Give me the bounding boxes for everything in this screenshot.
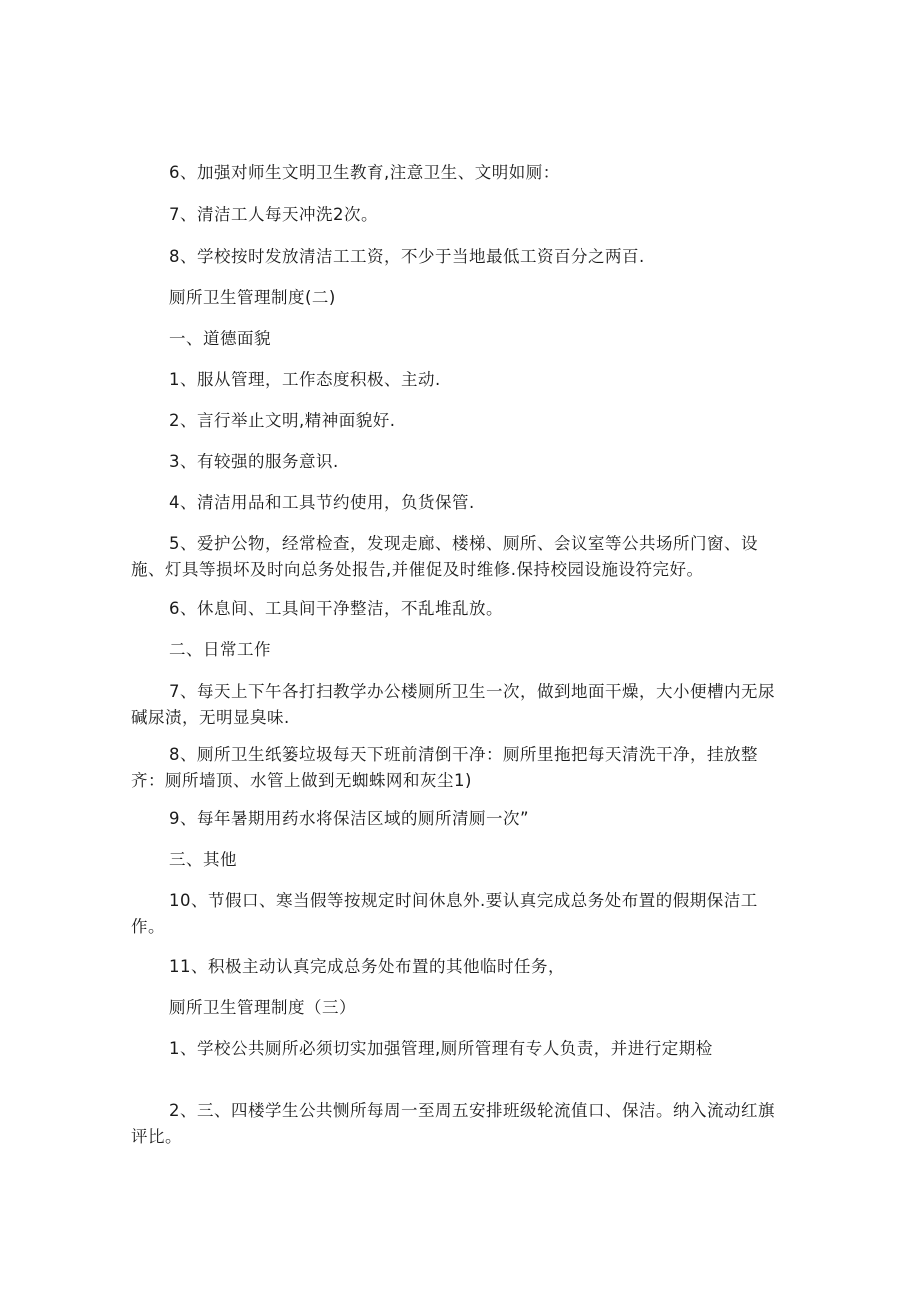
paragraph-item-7-cleaning: 7、清洁工人每天冲洗2次。 [169, 205, 378, 224]
paragraph-item-8-trash: 8、厕所卫生纸篓垃圾每天下班前清倒干净：厕所里拖把每天清洗干净，挂放整齐：厕所墙顶、水管上做到无蜘蛛网和灰尘1) [131, 745, 758, 790]
paragraph-item-5-public-property: 5、爱护公物，经常检查，发现走廊、楼梯、厕所、会议室等公共场所门窗、设施、灯具等损坏及时向总务处报告,并催促及时维修.保持校园设施设符完好。 [131, 534, 758, 579]
subheading-other: 三、其他 [169, 850, 237, 869]
paragraph-item-2-class-duty: 2、三、四楼学生公共恻所每周一至周五安排班级轮流值口、保洁。纳入流动红旗评比。 [131, 1101, 775, 1146]
subheading-daily-work: 二、日常工作 [169, 640, 271, 659]
paragraph-item-10-holidays: 10、节假口、寒当假等按规定时间休息外.要认真完成总务处布置的假期保洁工作。 [131, 891, 758, 936]
paragraph-item-9-summer: 9、每年暑期用药水将保洁区域的厕所清厕一次” [169, 809, 530, 828]
paragraph-item-4-supplies: 4、清洁用品和工具节约使用，负货保管. [169, 493, 475, 512]
paragraph-item-1-public-toilet: 1、学校公共厕所必须切实加强管理,厕所管理有专人负责，并进行定期检 [169, 1039, 713, 1058]
paragraph-item-6-rest-room: 6、休息间、工具间干净整洁，不乱堆乱放。 [169, 599, 503, 618]
subheading-moral: 一、道德面貌 [169, 329, 271, 348]
paragraph-item-6-education: 6、加强对师生文明卫生教育,注意卫生、文明如厕： [169, 163, 560, 182]
paragraph-item-1-management: 1、服从管理，工作态度积极、主动. [169, 370, 441, 389]
paragraph-item-7-daily-cleaning: 7、每天上下午各打扫教学办公楼厕所卫生一次，做到地面干燥，大小便槽内无尿碱尿渍，无明显臭味. [131, 682, 775, 727]
paragraph-item-8-wages: 8、学校按时发放清洁工工资，不少于当地最低工资百分之两百. [169, 247, 645, 266]
paragraph-item-3-service: 3、有较强的服务意识. [169, 452, 339, 471]
section-title-3: 厕所卫生管理制度（三） [169, 998, 356, 1017]
paragraph-item-11-tasks: 11、积极主动认真完成总务处布置的其他临时任务， [169, 957, 565, 976]
section-title-2: 厕所卫生管理制度(二) [169, 288, 336, 307]
paragraph-item-2-behavior: 2、言行举止文明,精神面貌好. [169, 411, 396, 430]
